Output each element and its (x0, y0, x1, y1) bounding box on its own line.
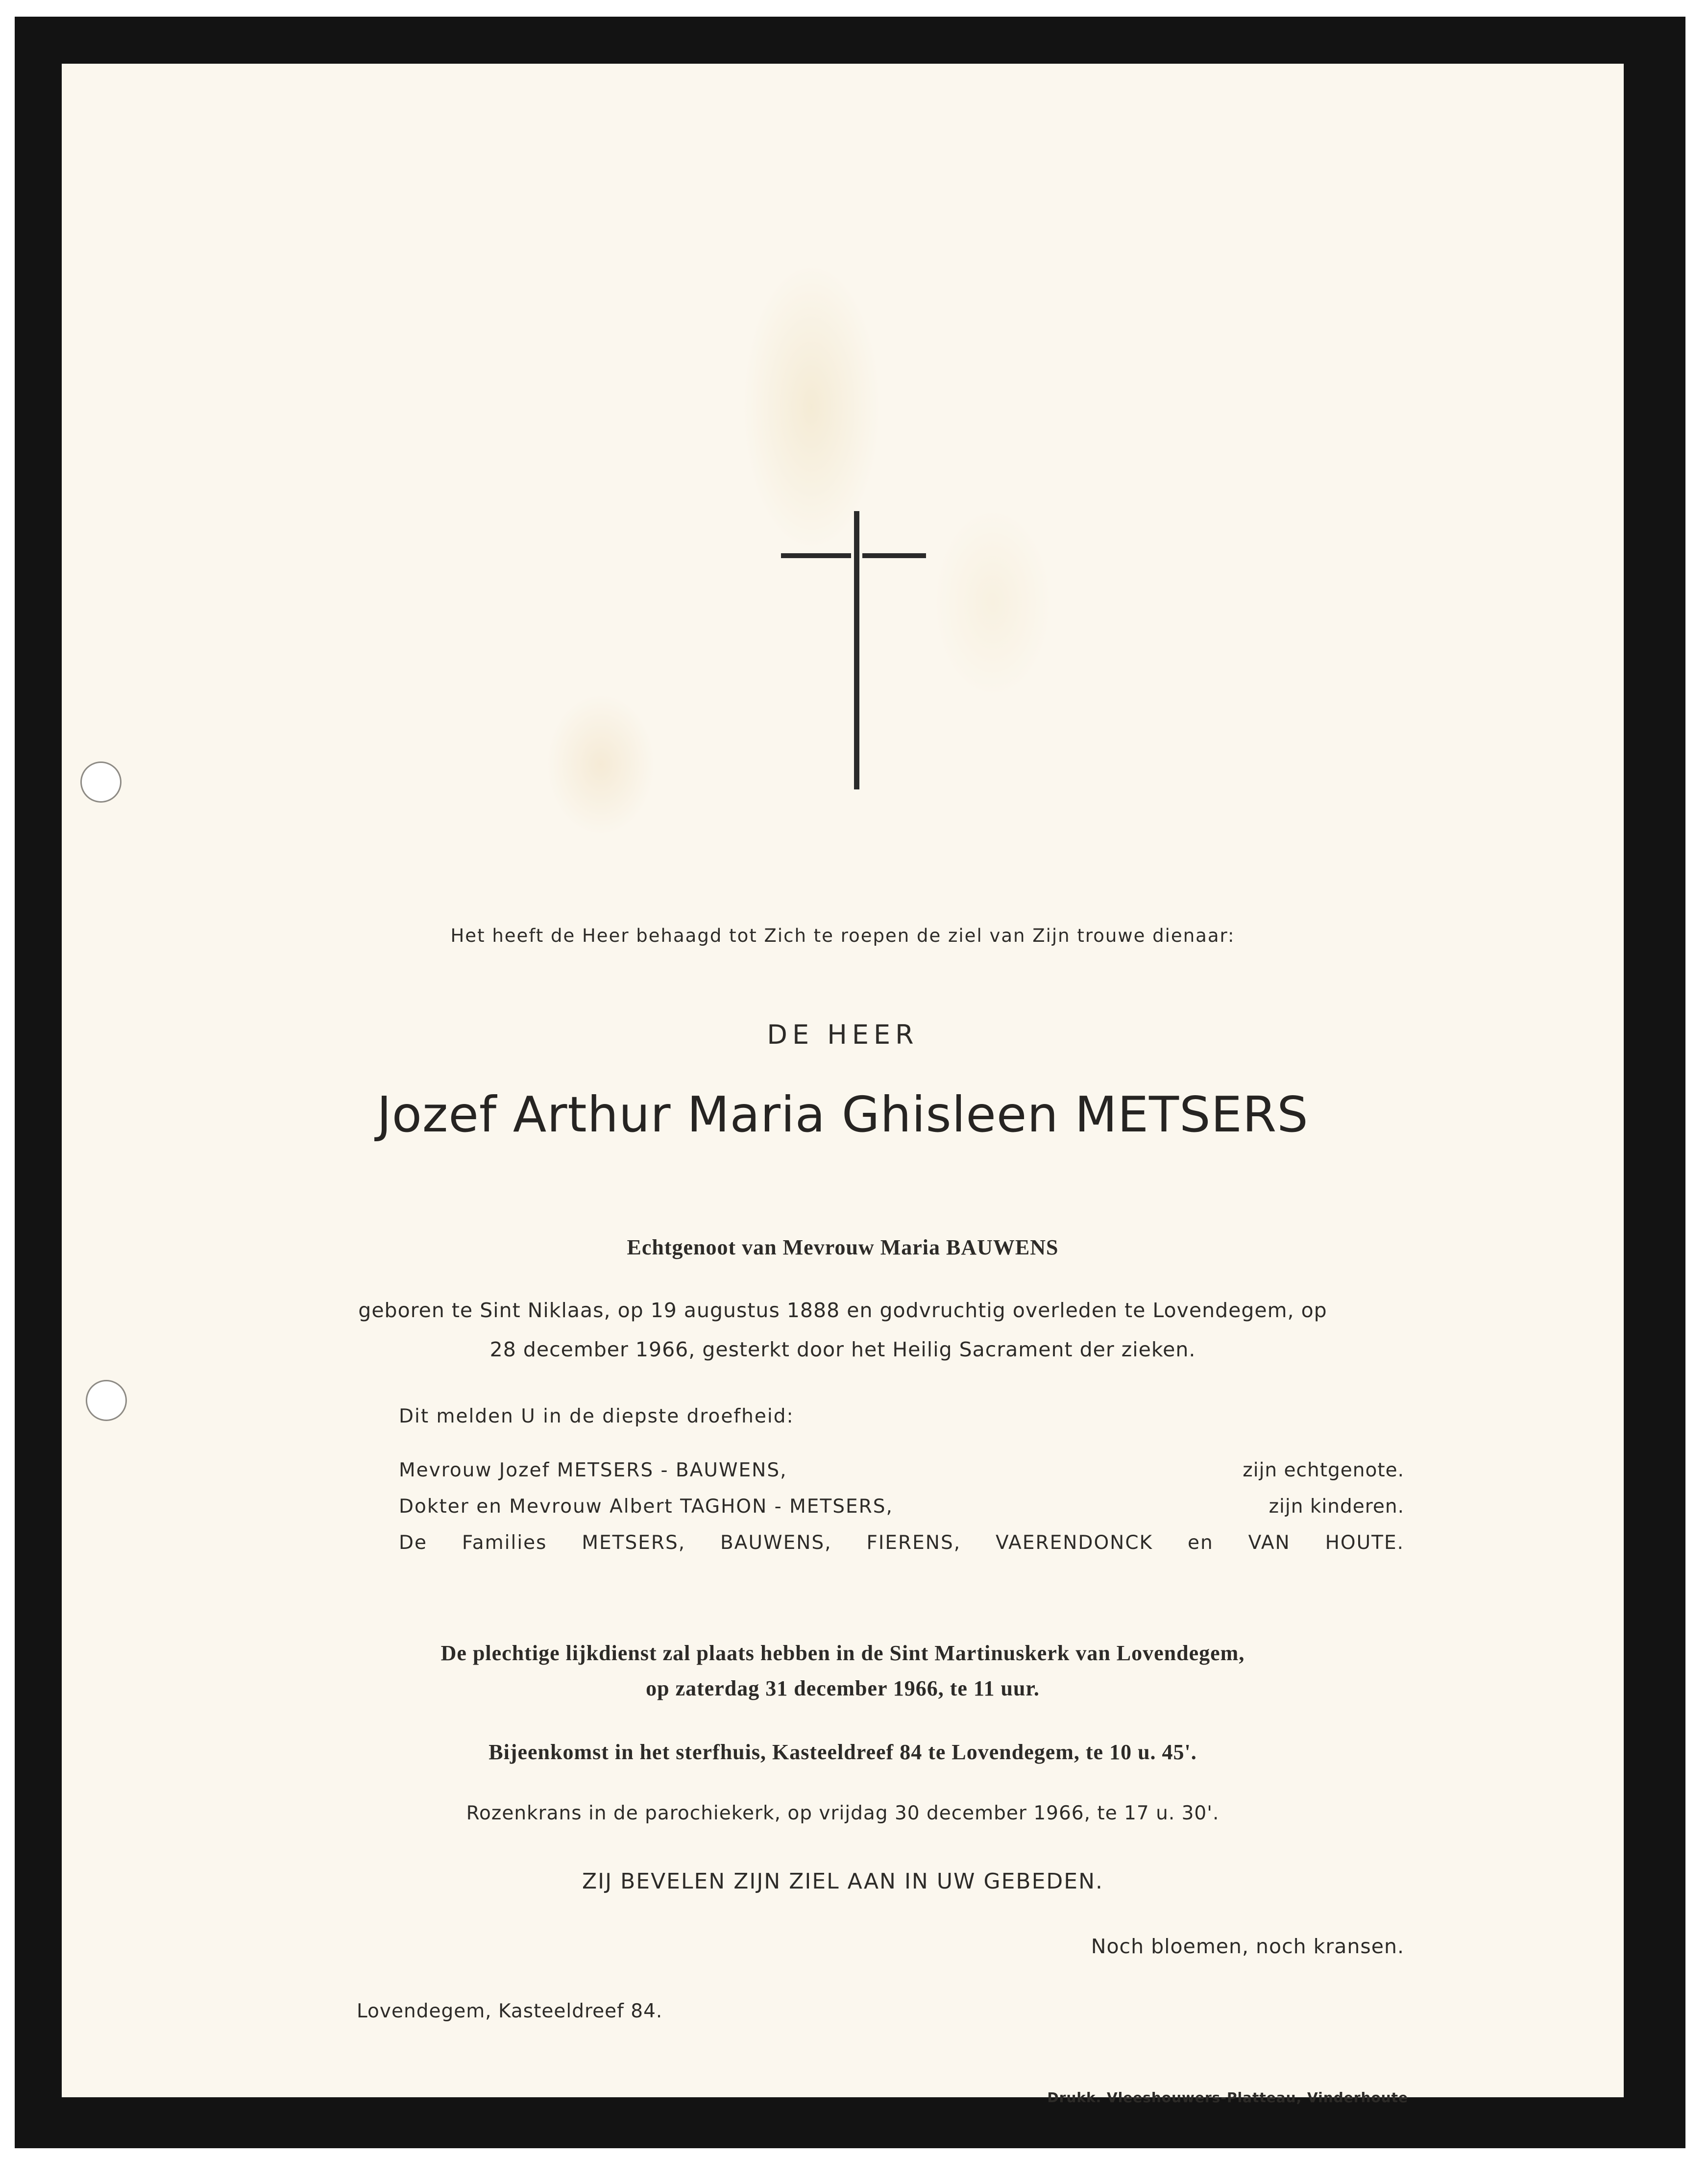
funeral-service-line-2: op zaterdag 31 december 1966, te 11 uur. (646, 1676, 1040, 1700)
mourner-name: Mevrouw Jozef METSERS - BAUWENS, (399, 1459, 787, 1481)
mourner-relation: zijn kinderen. (1269, 1496, 1404, 1518)
gathering-line: Bijeenkomst in het sterfhuis, Kasteeldreef 84 te Lovendegem, te 10 u. 45'. (488, 1740, 1197, 1764)
mourner-name: Dokter en Mevrouw Albert TAGHON - METSERS, (399, 1496, 893, 1518)
mourning-card-border (15, 17, 1685, 2148)
punch-hole-upper (80, 761, 122, 803)
rosary-line: Rozenkrans in de parochiekerk, op vrijdag 30 december 1966, te 17 u. 30'. (466, 1802, 1220, 1824)
mourner-relation: zijn echtgenote. (1243, 1459, 1404, 1481)
home-address: Lovendegem, Kasteeldreef 84. (357, 2000, 663, 2022)
mourning-card-paper (62, 64, 1624, 2106)
cross-right-arm (862, 553, 926, 558)
funeral-service-line-1: De plechtige lijkdienst zal plaats hebben in de Sint Martinuskerk van Lovendegem, (440, 1641, 1245, 1665)
cross-left-arm (781, 553, 851, 558)
honorific-title: DE HEER (767, 1019, 919, 1050)
spouse-line: Echtgenoot van Mevrouw Maria BAUWENS (627, 1235, 1059, 1259)
notice-text: Dit melden U in de diepste droefheid: (399, 1405, 794, 1427)
intro-text: Het heeft de Heer behaagd tot Zich te roepen de ziel van Zijn trouwe dienaar: (450, 925, 1235, 946)
birth-death-line-2: 28 december 1966, gesterkt door het Heilig Sacrament der zieken. (489, 1338, 1196, 1361)
printer-credit: Drukk. Vleeshouwers-Platteau, Vinderhoute (1047, 2089, 1408, 2106)
no-flowers-line: Noch bloemen, noch kransen. (1091, 1935, 1404, 1958)
families-line: De Families METSERS, BAUWENS, FIERENS, VAERENDONCK en VAN HOUTE. (399, 1532, 1404, 1554)
deceased-name: Jozef Arthur Maria Ghisleen METSERS (377, 1086, 1309, 1143)
cross-vertical-bar (854, 511, 859, 789)
prayer-line: ZIJ BEVELEN ZIJN ZIEL AAN IN UW GEBEDEN. (582, 1869, 1103, 1894)
birth-death-line-1: geboren te Sint Niklaas, op 19 augustus 1888 en godvruchtig overleden te Lovendegem, op (358, 1299, 1327, 1322)
punch-hole-lower (86, 1380, 127, 1421)
